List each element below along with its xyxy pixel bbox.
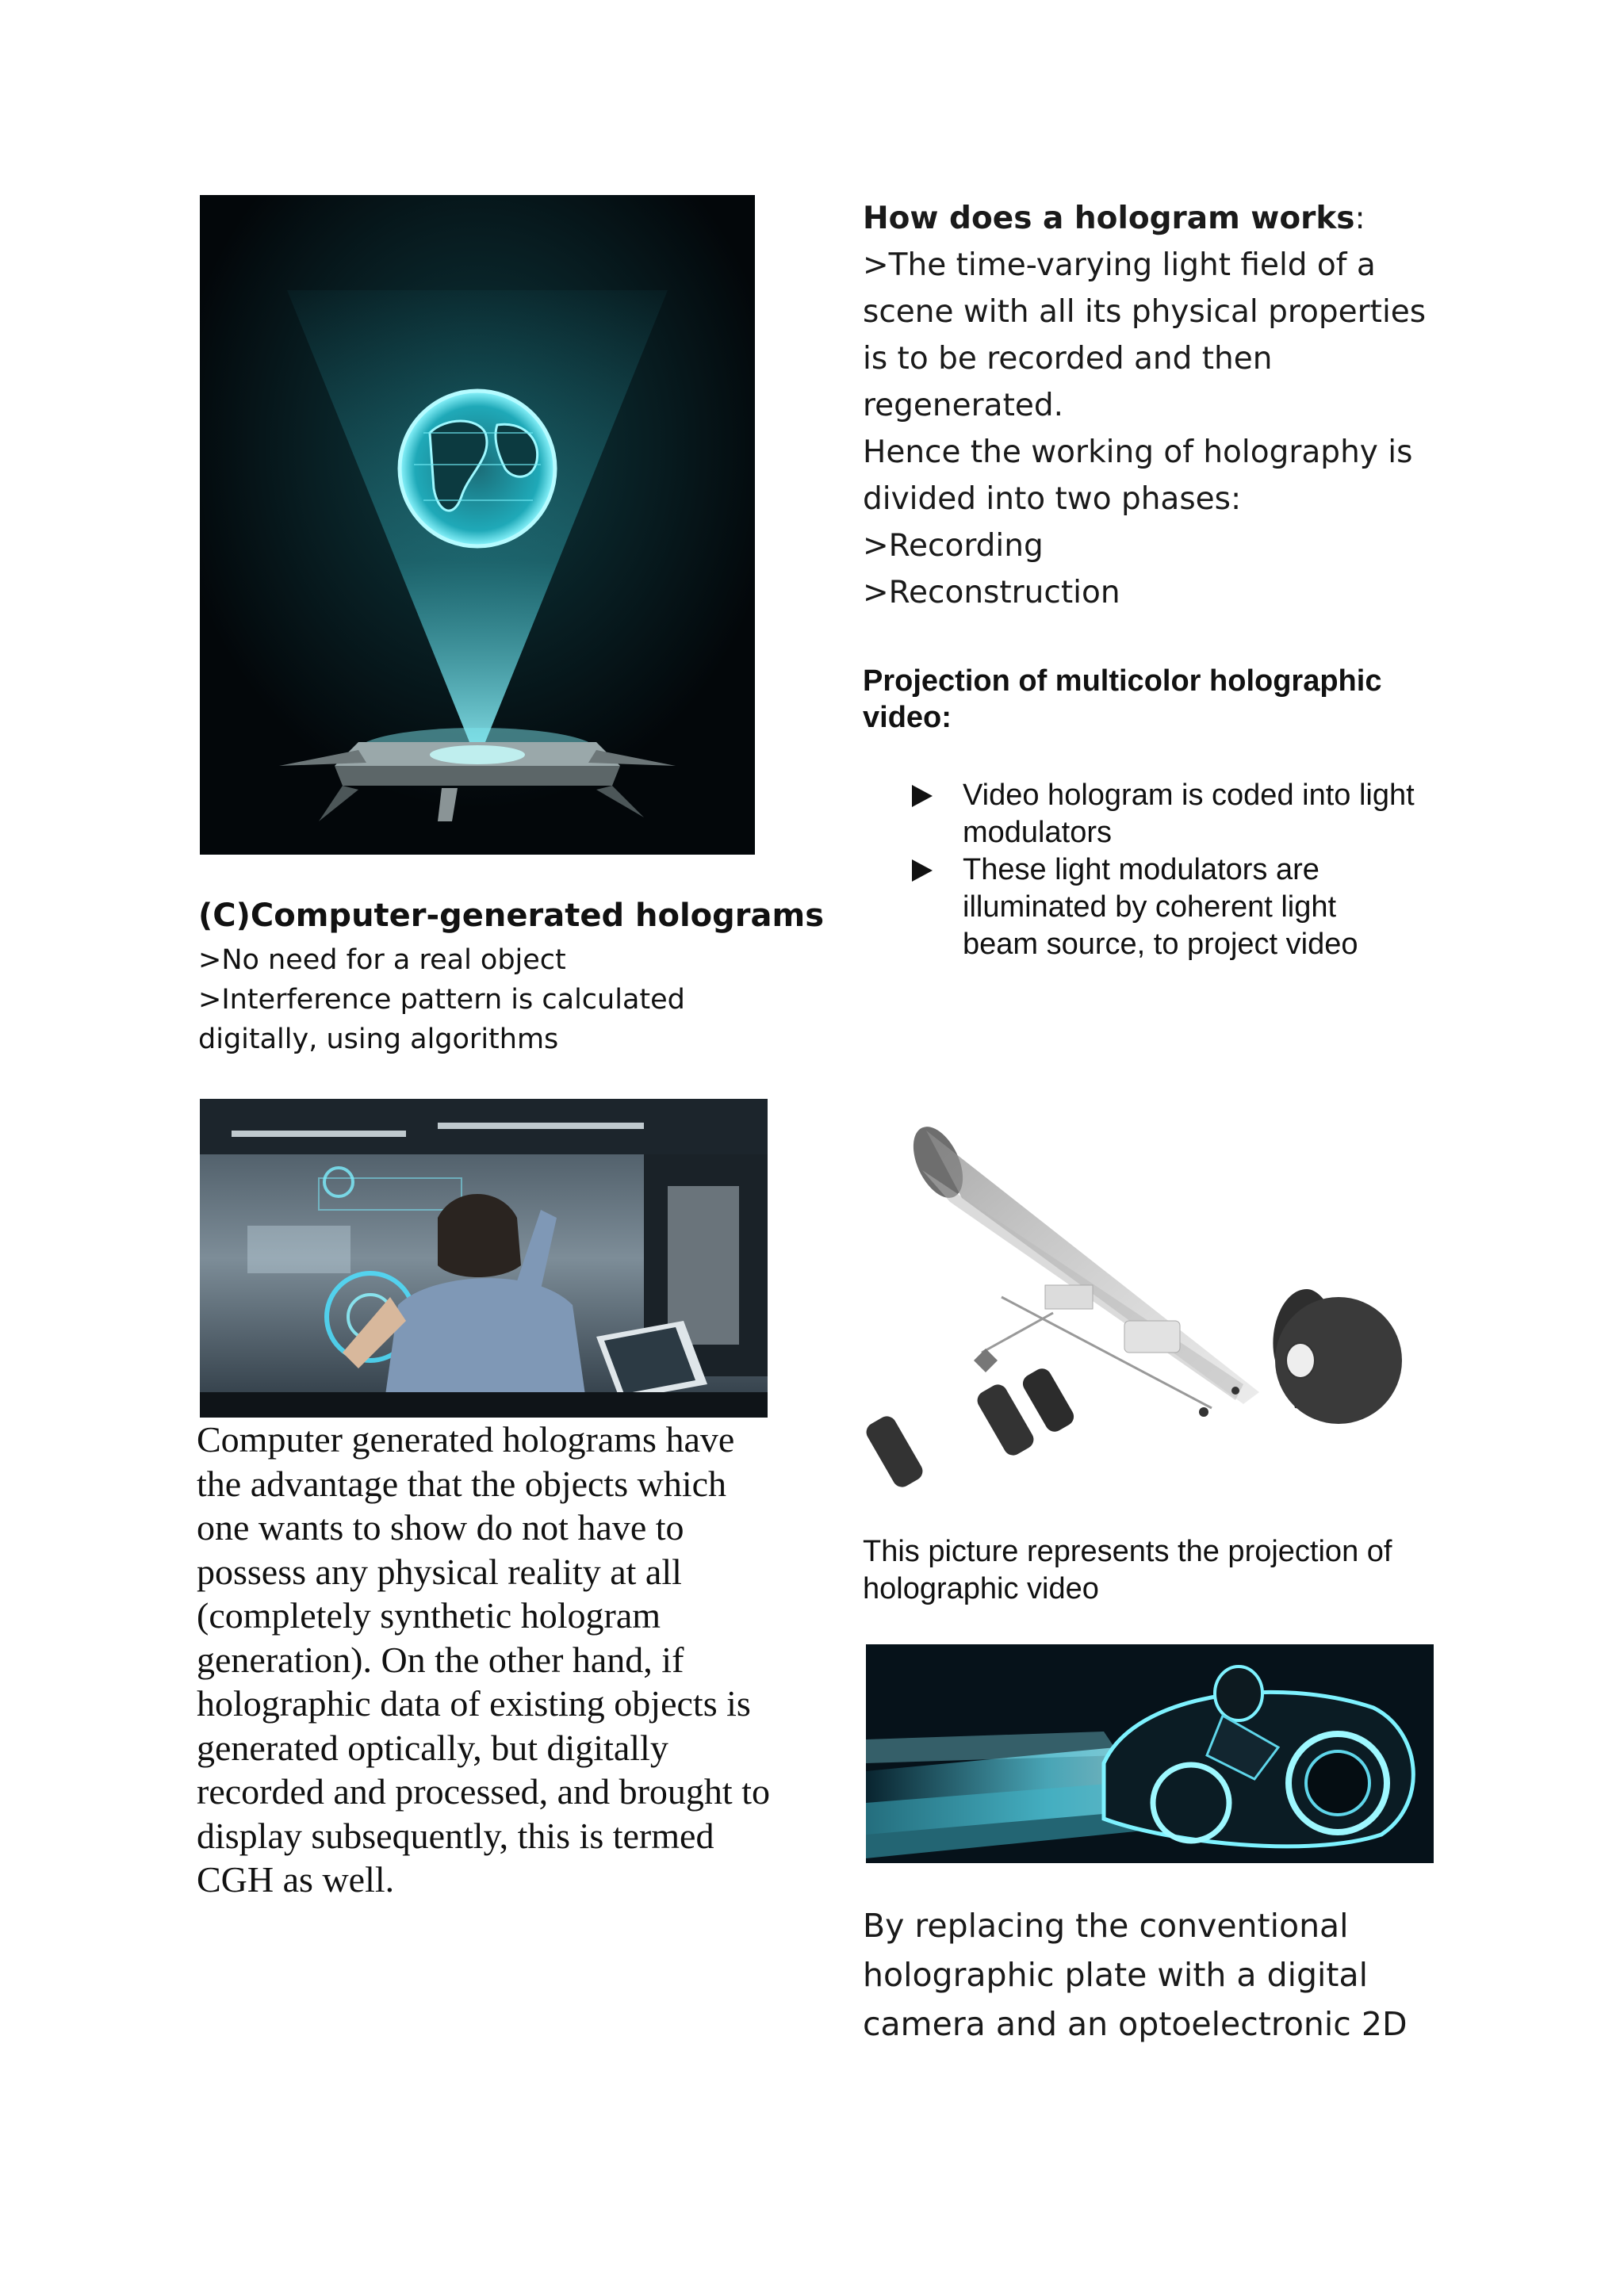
cgh-paragraph: Computer generated holograms have the advantage that the objects which one wants to show do not have to possess any physical reality at all (completely synthetic hologram generation). On the other hand, if holographic data of existing objects is generated optically, but digitally recorded and processed, and brought to display subsequently, this is termed CGH as well.	[197, 1419, 770, 1900]
replace-plate-paragraph: By replacing the conventional holographic plate with a digital camera and an optoelectronic 2D	[863, 1907, 1408, 2043]
projection-diagram-image	[863, 1123, 1418, 1511]
hologram-works-heading: How does a hologram works	[863, 201, 1355, 236]
projection-bullet-text: Video hologram is coded into light modulators	[963, 779, 1415, 849]
cgh-point: >Interference pattern is calculated digitally, using algorithms	[198, 984, 685, 1055]
bullet-triangle-icon	[912, 785, 933, 807]
hologram-works-line: Hence the working of holography is divided into two phases:	[863, 434, 1413, 517]
hologram-globe-image	[200, 195, 755, 855]
bullet-triangle-icon	[912, 859, 933, 882]
projection-bullet	[912, 851, 1419, 963]
hologram-works-line: >Reconstruction	[863, 575, 1120, 610]
hologram-works-section	[863, 195, 1450, 616]
hologram-works-colon: :	[1354, 201, 1365, 236]
cgh-points	[198, 940, 706, 1059]
light-cycle-image	[866, 1644, 1434, 1863]
projection-title: Projection of multicolor holographic video:	[863, 664, 1382, 734]
hologram-works-line: >Recording	[863, 528, 1044, 564]
projection-bullet-list	[912, 777, 1419, 963]
projection-bullet-text: These light modulators are illuminated by coherent light beam source, to project video	[963, 853, 1358, 961]
projection-bullet	[912, 777, 1419, 851]
man-hologram-interface-image	[200, 1099, 768, 1418]
cgh-title: (C)Computer-generated holograms	[198, 897, 825, 934]
diagram-caption: This picture represents the projection of holographic video	[863, 1535, 1392, 1605]
cgh-point: >No need for a real object	[198, 944, 566, 976]
hologram-works-line: >The time-varying light field of a scene with all its physical properties is to be recorded and then regenerated.	[863, 247, 1427, 423]
